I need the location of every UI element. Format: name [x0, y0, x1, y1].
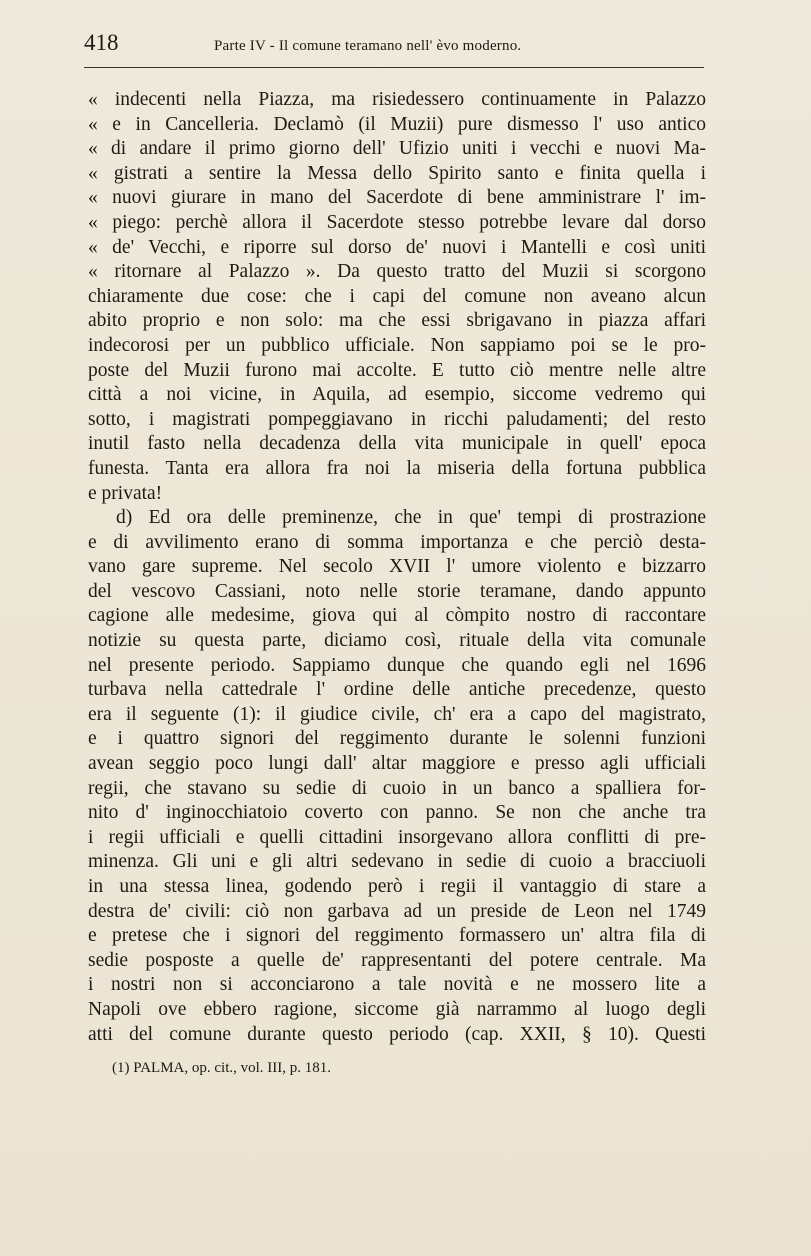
text-line: « ritornare al Palazzo ». Da questo tratto del Muzii si scorgono: [88, 261, 706, 283]
header-rule: [84, 67, 704, 68]
text-line: nel presente periodo. Sappiamo dunque che quando egli nel 1696: [88, 654, 706, 676]
text-line: i regii ufficiali e quelli cittadini insorgevano allora conflitti di pre-: [88, 826, 706, 848]
text-line: destra de' civili: ciò non garbava ad un preside de Leon nel 1749: [88, 900, 706, 922]
text-line: vano gare supreme. Nel secolo XVII l' umore violento e bizzarro: [88, 556, 706, 578]
text-line: del vescovo Cassiani, noto nelle storie teramane, dando appunto: [88, 580, 706, 602]
text-line: minenza. Gli uni e gli altri sedevano in sedie di cuoio a bracciuoli: [88, 851, 706, 873]
text-line: turbava nella cattedrale l' ordine delle antiche precedenze, questo: [88, 679, 706, 701]
text-line: atti del comune durante questo periodo (cap. XXII, § 10). Questi: [88, 1023, 706, 1045]
text-line: cagione alle medesime, giova qui al còmpito nostro di raccontare: [88, 605, 706, 627]
text-line: « de' Vecchi, e riporre sul dorso de' nuovi i Mantelli e così uniti: [88, 236, 706, 258]
page-number: 418: [84, 30, 119, 55]
text-line: « piego: perchè allora il Sacerdote stesso potrebbe levare dal dorso: [88, 211, 706, 233]
text-line: e pretese che i signori del reggimento formassero un' altra fila di: [88, 925, 706, 947]
text-line: « gistrati a sentire la Messa dello Spirito santo e finita quella i: [88, 162, 706, 184]
text-line: sotto, i magistrati pompeggiavano in ricchi paludamenti; del resto: [88, 408, 706, 430]
text-line: i nostri non si acconciarono a tale novità e ne mossero lite a: [88, 974, 706, 996]
text-line: « nuovi giurare in mano del Sacerdote di bene amministrare l' im-: [88, 187, 706, 209]
text-line: « di andare il primo giorno dell' Ufizio uniti i vecchi e nuovi Ma-: [88, 138, 706, 160]
text-line: regii, che stavano su sedie di cuoio in un banco a spalliera for-: [88, 777, 706, 799]
text-line: Napoli ove ebbero ragione, siccome già narrammo al luogo degli: [88, 998, 706, 1020]
text-line: d) Ed ora delle preminenze, che in que' tempi di prostrazione: [116, 507, 706, 529]
text-line: poste del Muzii furono mai accolte. E tutto ciò mentre nelle altre: [88, 359, 706, 381]
text-line: era il seguente (1): il giudice civile, ch' era a capo del magistrato,: [88, 703, 706, 725]
text-line: e privata!: [88, 482, 163, 504]
text-line: nito d' inginocchiatoio coverto con panno. Se non che anche tra: [88, 802, 706, 824]
text-line: inutil fasto nella decadenza della vita municipale in quell' epoca: [88, 433, 706, 455]
text-line: sedie posposte a quelle de' rappresentanti del potere centrale. Ma: [88, 949, 706, 971]
footnote: (1) PALMA, op. cit., vol. III, p. 181.: [112, 1060, 332, 1076]
running-title: Parte IV - Il comune teramano nell' èvo moderno.: [214, 38, 522, 54]
text-line: in una stessa linea, godendo però i regii il vantaggio di stare a: [88, 876, 706, 897]
text-line: notizie su questa parte, diciamo così, rituale della vita comunale: [88, 630, 706, 652]
text-line: e i quattro signori del reggimento durante le solenni funzioni: [88, 728, 706, 750]
text-line: chiaramente due cose: che i capi del comune non aveano alcun: [88, 285, 706, 307]
text-line: « e in Cancelleria. Declamò (il Muzii) pure dismesso l' uso antico: [88, 113, 706, 135]
page-header: [84, 30, 704, 70]
text-line: indecorosi per un pubblico ufficiale. Non sappiamo poi se le pro-: [88, 334, 706, 356]
text-line: avean seggio poco lungi dall' altar maggiore e presso agli ufficiali: [88, 753, 706, 775]
body-text: [88, 88, 706, 1047]
text-line: funesta. Tanta era allora fra noi la miseria della fortuna pubblica: [88, 457, 706, 479]
text-line: e di avvilimento erano di somma importanza e che perciò desta-: [88, 531, 706, 553]
text-line: abito proprio e non solo: ma che essi sbrigavano in piazza affari: [88, 310, 706, 332]
text-line: « indecenti nella Piazza, ma risiedessero continuamente in Palazzo: [88, 89, 706, 110]
text-line: città a noi vicine, in Aquila, ad esempio, siccome vedremo qui: [88, 384, 706, 406]
